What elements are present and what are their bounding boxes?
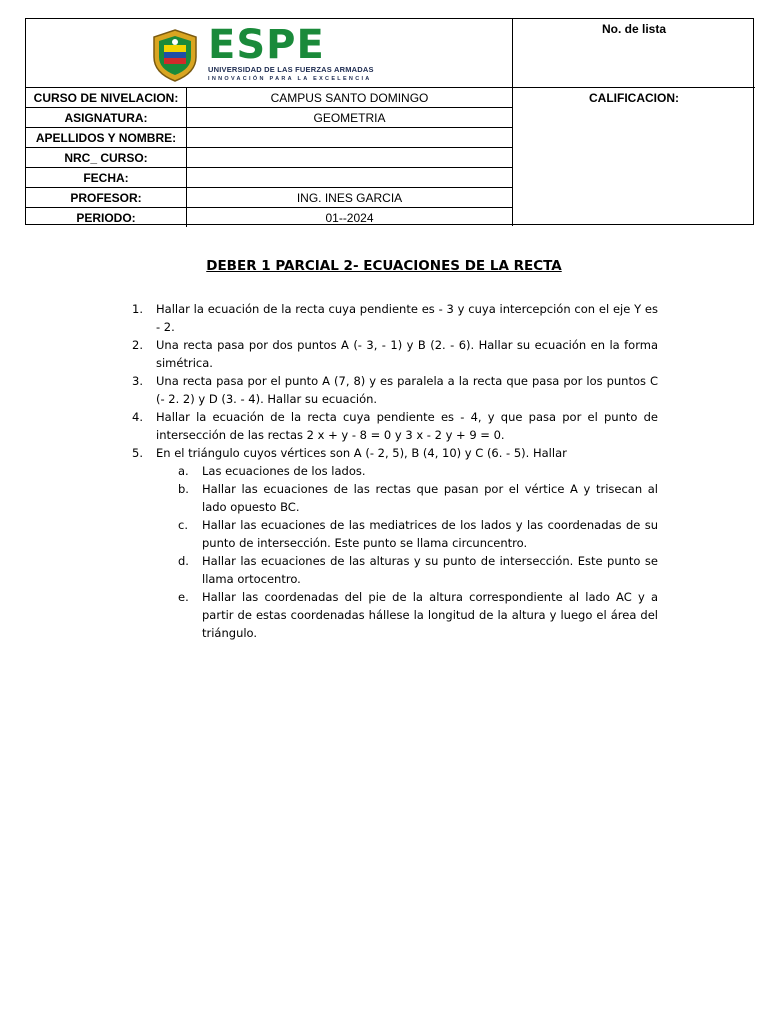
sub-question-letter: e. [178,590,189,604]
sub-question-item [156,480,658,516]
info-label: NRC_ CURSO: [26,148,187,168]
info-value: CAMPUS SANTO DOMINGO [187,88,513,108]
brand-wordmark: ESPE [208,22,325,68]
question-item [130,444,658,642]
espe-logo [146,22,374,83]
question-item [130,336,658,372]
info-label: FECHA: [26,168,187,188]
info-row-curso [26,88,512,108]
sub-question-text: Hallar las ecuaciones de las alturas y su punto de intersección. Este punto se llama ortocentro. [202,554,658,586]
question-text: En el triángulo cuyos vértices son A (- 2, 5), B (4, 10) y C (6. - 5). Hallar [156,446,567,460]
info-value[interactable] [187,168,513,188]
info-value[interactable] [187,128,513,148]
info-value: ING. INES GARCIA [187,188,513,208]
no-lista-cell [513,19,755,88]
sub-question-letter: a. [178,464,189,478]
page-title: DEBER 1 PARCIAL 2- ECUACIONES DE LA RECTA [206,258,562,274]
question-text: Una recta pasa por dos puntos A (- 3, - 1) y B (2. - 6). Hallar su ecuación en la forma simétrica. [156,338,658,370]
sub-question-letter: d. [178,554,189,568]
sub-question-text: Las ecuaciones de los lados. [202,464,366,478]
question-number: 3. [132,374,143,388]
question-item [130,408,658,444]
sub-question-item [156,516,658,552]
info-label: CURSO DE NIVELACION: [26,88,187,108]
info-row-periodo [26,208,512,228]
logo-cell [26,19,513,88]
info-value: 01--2024 [187,208,513,228]
info-label: PERIODO: [26,208,187,228]
question-number: 2. [132,338,143,352]
info-value[interactable] [187,148,513,168]
info-row-asignatura [26,108,512,128]
no-lista-label: No. de lista [601,22,666,36]
info-label: ASIGNATURA: [26,108,187,128]
calificacion-label: CALIFICACION: [589,91,679,105]
question-text: Hallar la ecuación de la recta cuya pendiente es - 4, y que pasa por el punto de intersección de las rectas 2 x + y - 8 = 0 y 3 x - 2 y + 9 = 0. [156,410,658,442]
info-row-fecha [26,168,512,188]
header-table [25,18,754,225]
sub-question-text: Hallar las ecuaciones de las rectas que pasan por el vértice A y trisecan al lado opuesto BC. [202,482,658,514]
question-list [130,300,658,642]
info-cell [26,88,513,226]
question-number: 4. [132,410,143,424]
sub-question-text: Hallar las ecuaciones de las mediatrices de los lados y las coordenadas de su punto de intersección. Este punto se llama circuncentro. [202,518,658,550]
question-text: Una recta pasa por el punto A (7, 8) y es paralela a la recta que pasa por los puntos C (- 2. 2) y D (3. - 4). Hallar su ecuación. [156,374,658,406]
info-label: APELLIDOS Y NOMBRE: [26,128,187,148]
sub-question-item [156,462,658,480]
info-row-profesor [26,188,512,208]
university-slogan: INNOVACIÓN PARA LA EXCELENCIA [208,76,372,82]
question-text: Hallar la ecuación de la recta cuya pendiente es - 3 y cuya intercepción con el eje Y es - 2. [156,302,658,334]
university-name: UNIVERSIDAD DE LAS FUERZAS ARMADAS [208,65,374,74]
sub-question-letter: b. [178,482,189,496]
question-number: 1. [132,302,143,316]
info-label: PROFESOR: [26,188,187,208]
university-emblem-icon [146,27,204,83]
info-row-nrc [26,148,512,168]
info-value: GEOMETRIA [187,108,513,128]
sub-question-text: Hallar las coordenadas del pie de la altura correspondiente al lado AC y a partir de estas coordenadas hállese la longitud de la altura y luego el área del triángulo. [202,590,658,640]
info-row-apellidos [26,128,512,148]
sub-question-item [156,588,658,642]
info-table [26,88,512,227]
sub-question-item [156,552,658,588]
sub-question-list [156,462,658,642]
question-item [130,372,658,408]
question-number: 5. [132,446,143,460]
question-item [130,300,658,336]
calificacion-cell [513,88,755,226]
sub-question-letter: c. [178,518,188,532]
